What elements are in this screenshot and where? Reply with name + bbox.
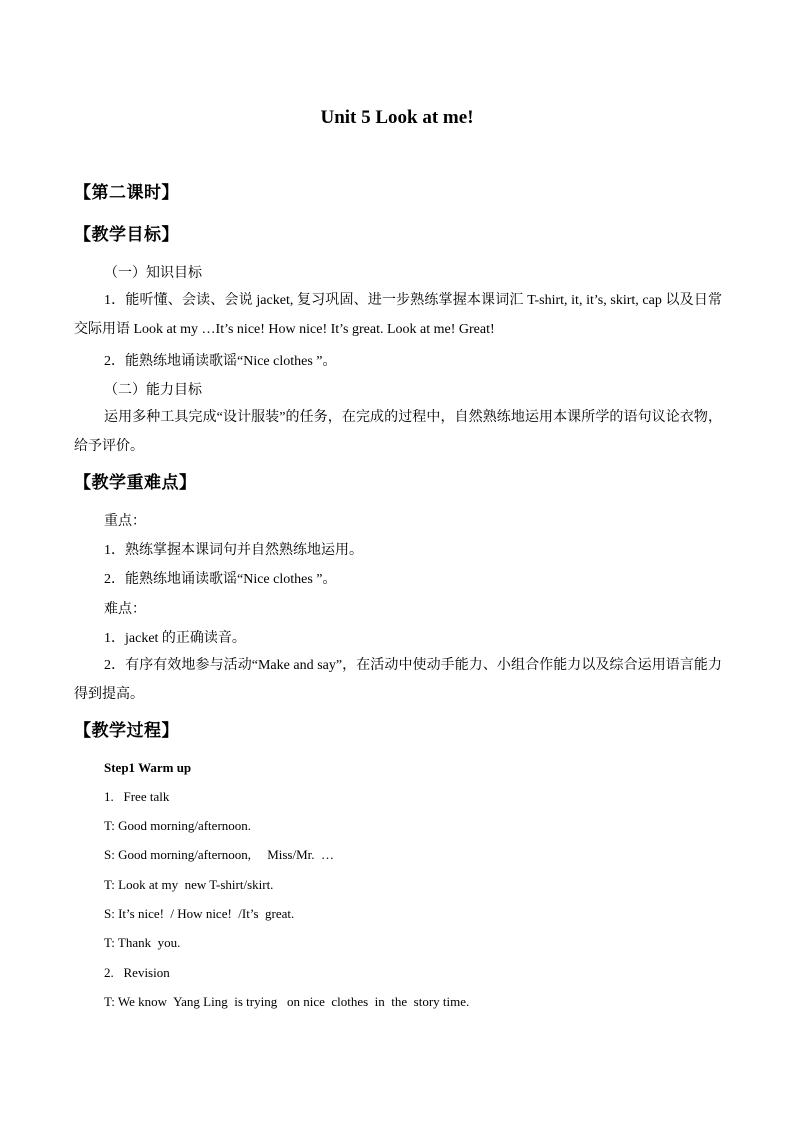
key-point-1: 1．熟练掌握本课词句并自然熟练地运用。 — [104, 543, 363, 558]
document-title: Unit 5 Look at me! — [320, 107, 474, 128]
difficult-label: 难点： — [104, 602, 146, 617]
process-line: 2. Revision — [104, 965, 170, 980]
key-label: 重点： — [104, 514, 146, 529]
process-heading: 【教学过程】 — [74, 721, 179, 740]
knowledge-goal-1: 1．能听懂、会读、会说 jacket, 复习巩固、进一步熟练掌握本课词汇 T-shirt, it, it’s, skirt, cap 以及日常交际用语 Look at my …It’s nice! How nice! It’s great. Look at me! Great! — [74, 293, 722, 337]
knowledge-goal-2: 2．能熟练地诵读歌谣“Nice clothes ”。 — [104, 354, 337, 369]
difficult-point-1: 1．jacket 的正确读音。 — [104, 631, 246, 646]
difficult-point-2: 2．有序有效地参与活动“Make and say”，在活动中使动手能力、小组合作能力以及综合运用语言能力得到提高。 — [74, 658, 722, 702]
lesson-heading: 【第二课时】 — [74, 183, 179, 202]
process-line: T: Thank you. — [104, 935, 181, 950]
goals-heading: 【教学目标】 — [74, 225, 179, 244]
process-line: T: Look at my new T-shirt/skirt. — [104, 877, 274, 892]
key-point-2: 2．能熟练地诵读歌谣“Nice clothes ”。 — [104, 572, 337, 587]
process-line: T: Good morning/afternoon. — [104, 818, 252, 833]
key-points-heading: 【教学重难点】 — [74, 473, 197, 492]
ability-goal-text: 运用多种工具完成“设计服装”的任务，在完成的过程中，自然熟练地运用本课所学的语句议论衣物，给予评价。 — [74, 410, 722, 454]
step1-heading: Step1 Warm up — [104, 760, 192, 775]
process-line: 1. Free talk — [104, 789, 170, 804]
process-line: S: It’s nice! / How nice! /It’s great. — [104, 906, 295, 921]
ability-goal-title: （二）能力目标 — [104, 383, 202, 398]
process-line: S: Good morning/afternoon, Miss/Mr. … — [104, 847, 335, 862]
process-line: T: We know Yang Ling is trying on nice clothes in the story time. — [104, 994, 470, 1009]
knowledge-goal-title: （一）知识目标 — [104, 266, 202, 281]
